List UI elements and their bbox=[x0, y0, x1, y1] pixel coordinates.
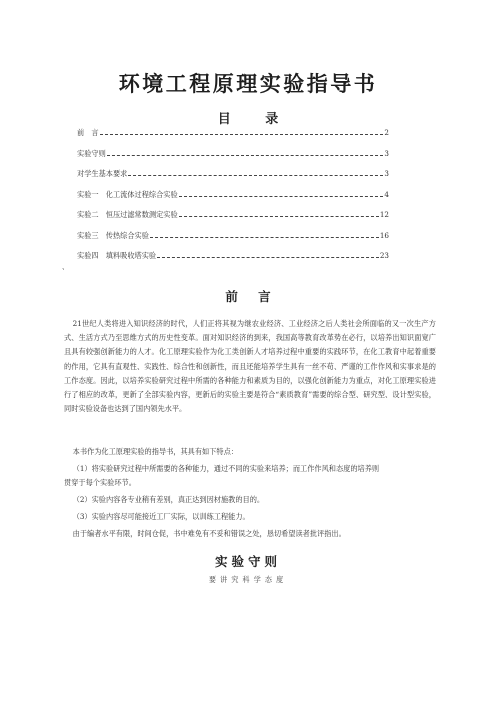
toc-leader-dots bbox=[179, 196, 384, 197]
preface-list-item: （2）实验内容各专业稍有差别，真正达到因材施教的目的。 bbox=[72, 495, 265, 504]
toc-leader-dots bbox=[157, 257, 379, 258]
toc-entry[interactable] bbox=[77, 231, 389, 252]
toc-entry-page: 12 bbox=[379, 210, 389, 219]
preface-list-item: （1）将实验研究过程中所需要的各种能力，通过不同的实验来培养；而工作作风和态度的培养则 bbox=[72, 464, 380, 473]
preface-closing: 由于编者水平有限，时间仓促，书中难免有不妥和错误之处，恳切希望读者批评指出。 bbox=[72, 529, 346, 538]
toc-leader-dots bbox=[128, 175, 383, 176]
toc-entry-page: 3 bbox=[384, 148, 389, 158]
toc-entry-page: 16 bbox=[379, 230, 389, 240]
toc-entry-page: 3 bbox=[384, 169, 389, 178]
toc-entry[interactable] bbox=[77, 169, 389, 190]
rules-subtitle: 要讲究科学态度 bbox=[208, 575, 288, 584]
toc-entry-label: 实验二 恒压过滤常数测定实验 bbox=[77, 210, 178, 219]
toc-entry-page: 2 bbox=[384, 128, 389, 137]
toc-entry-label: 前 言 bbox=[77, 128, 99, 137]
toc-entry-page: 23 bbox=[379, 251, 389, 260]
toc-heading: 目 录 bbox=[217, 112, 279, 127]
rules-heading: 实验守则 bbox=[214, 554, 281, 569]
preface-heading: 前 言 bbox=[225, 289, 271, 304]
toc-entry-page: 4 bbox=[384, 189, 389, 199]
toc-leader-dots bbox=[179, 216, 379, 217]
toc-entry-label: 实验守则 bbox=[77, 148, 106, 158]
preface-list-item: （3）实验内容尽可能接近工厂实际，以训练工程能力。 bbox=[72, 512, 250, 521]
document-title: 环境工程原理实验指导书 bbox=[118, 72, 378, 96]
toc-entry-label: 实验一 化工流体过程综合实验 bbox=[77, 189, 178, 199]
toc-entry[interactable] bbox=[77, 128, 389, 149]
toc-entry[interactable] bbox=[77, 190, 389, 211]
toc-entry[interactable] bbox=[77, 210, 389, 231]
toc-entry-label: 对学生基本要求 bbox=[77, 169, 128, 178]
toc-leader-dots bbox=[107, 155, 384, 156]
stray-punctuation-mark: 、 bbox=[62, 263, 69, 271]
toc-entry[interactable] bbox=[77, 251, 389, 272]
toc-leader-dots bbox=[150, 237, 379, 238]
preface-list-item-continuation: 贯穿于每个实验环节。 bbox=[64, 478, 136, 487]
preface-paragraph: 21世纪人类将进入知识经济的时代，人们正将其视为继农业经济、工业经济之后人类社会所面临的又一次生产方式、生活方式乃至思维方式的历史性变革。面对知识经济的到来，我国高等教育改革势在必行，以培养出知识面宽广且具有较强创新能力的人才。化工原理实验作为化工类创新人才培养过程中重要的实践环节，在化工教育中起着重要的作用，它具有直观性、实践性、综合性和创新性，而且还能培养学生具有一丝不苟、严谨的工作作风和实事求是的工作态度。因此，以培养实验研究过程中所需的各种能力和素质为目的，以强化创新能力为重点，对化工原理实验进行了相应的改革，更新了全部实验内容，更新后的实验主要是符合“素质教育”需要的综合型、研究型、设计型实验，同时实验设备也达到了国内领先水平。 bbox=[64, 319, 436, 414]
toc-entry[interactable] bbox=[77, 149, 389, 170]
toc-entry-label: 实验四 填料吸收塔实验 bbox=[77, 251, 157, 260]
toc-entry-label: 实验三 传热综合实验 bbox=[77, 230, 149, 240]
preface-paragraph: 本书作为化工原理实验的指导书，其具有如下特点： bbox=[72, 447, 238, 456]
toc-leader-dots bbox=[100, 134, 384, 135]
table-of-contents bbox=[77, 128, 389, 272]
